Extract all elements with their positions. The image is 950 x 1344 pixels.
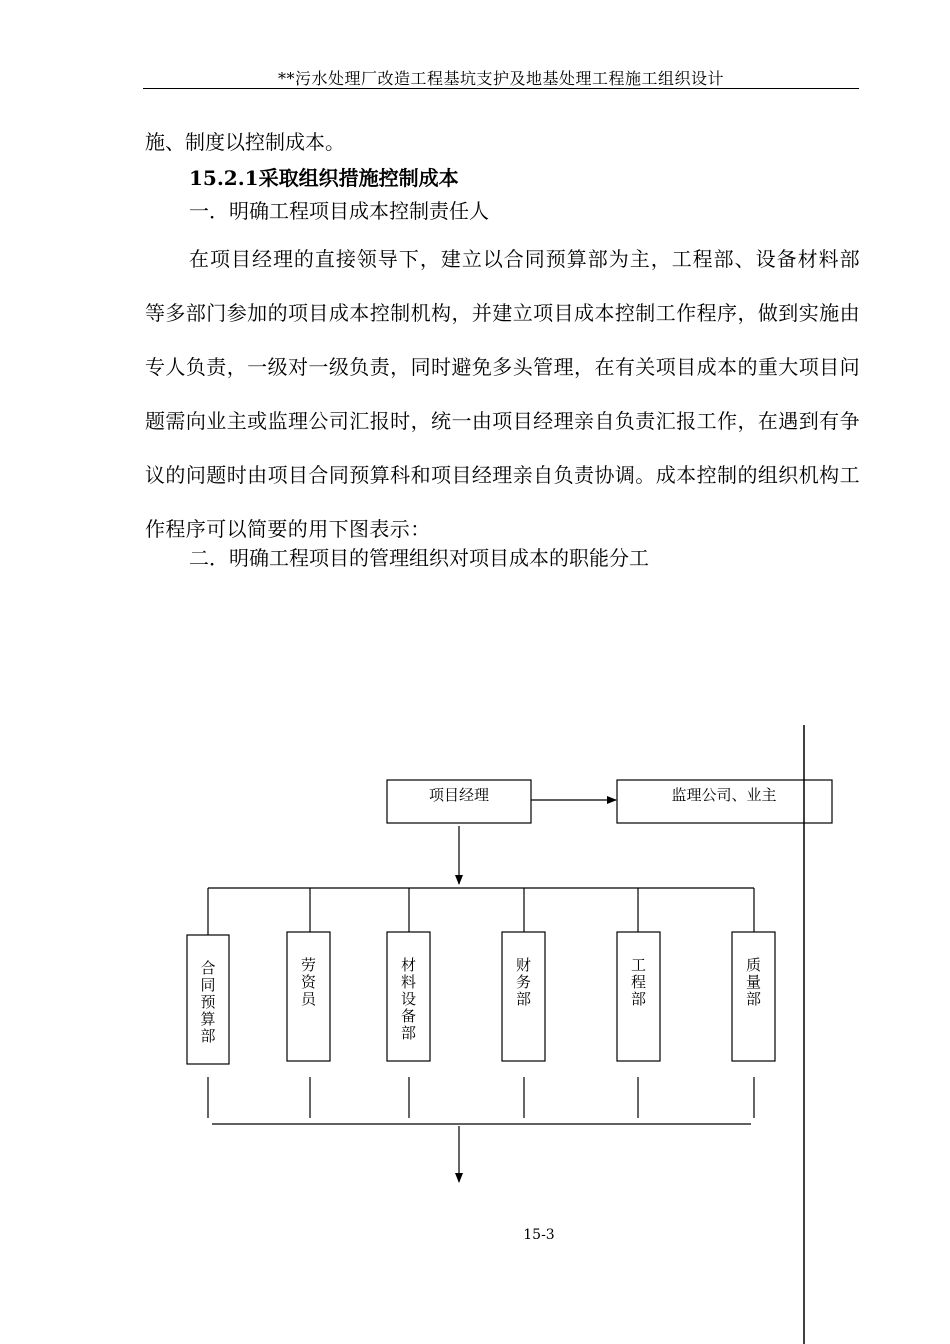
dept-label-engineering: 工程部 — [630, 956, 647, 1008]
subheading-division: 二．明确工程项目的管理组织对项目成本的职能分工 — [189, 546, 649, 570]
dept-label-quality: 质量部 — [745, 956, 762, 1008]
dept-label-material-equipment: 材料设备部 — [400, 956, 417, 1042]
dept-label-finance: 财务部 — [515, 956, 532, 1008]
dept-label-labor: 劳资员 — [300, 956, 317, 1008]
body-paragraph: 在项目经理的直接领导下，建立以合同预算部为主，工程部、设备材料部等多部门参加的项目成本控制机构，并建立项目成本控制工作程序，做到实施由专人负责，一级对一级负责，同时避免多头管理，在有关项目成本的重大项目问题需向业主或监理公司汇报时，统一由项目经理亲自负责汇报工作，在遇到有争议的问题时由项目合同预算科和项目经理亲自负责协调。成本控制的组织机构工作程序可以简要的用下图表示： — [145, 247, 860, 541]
dept-label-contract-budget: 合同预算部 — [200, 959, 216, 1045]
header-title: **污水处理厂改造工程基坑支护及地基处理工程施工组织设计 — [277, 69, 724, 88]
project-manager-label: 项目经理 — [428, 786, 490, 804]
department-boxes — [187, 888, 775, 1118]
section-heading: 15.2.1采取组织措施控制成本 — [189, 166, 459, 190]
subheading-responsibility: 一．明确工程项目成本控制责任人 — [189, 199, 489, 223]
continuation-text: 施、制度以控制成本。 — [145, 130, 345, 154]
page-number: 15-3 — [523, 1227, 555, 1243]
supervisor-owner-label: 监理公司、业主 — [671, 786, 777, 804]
